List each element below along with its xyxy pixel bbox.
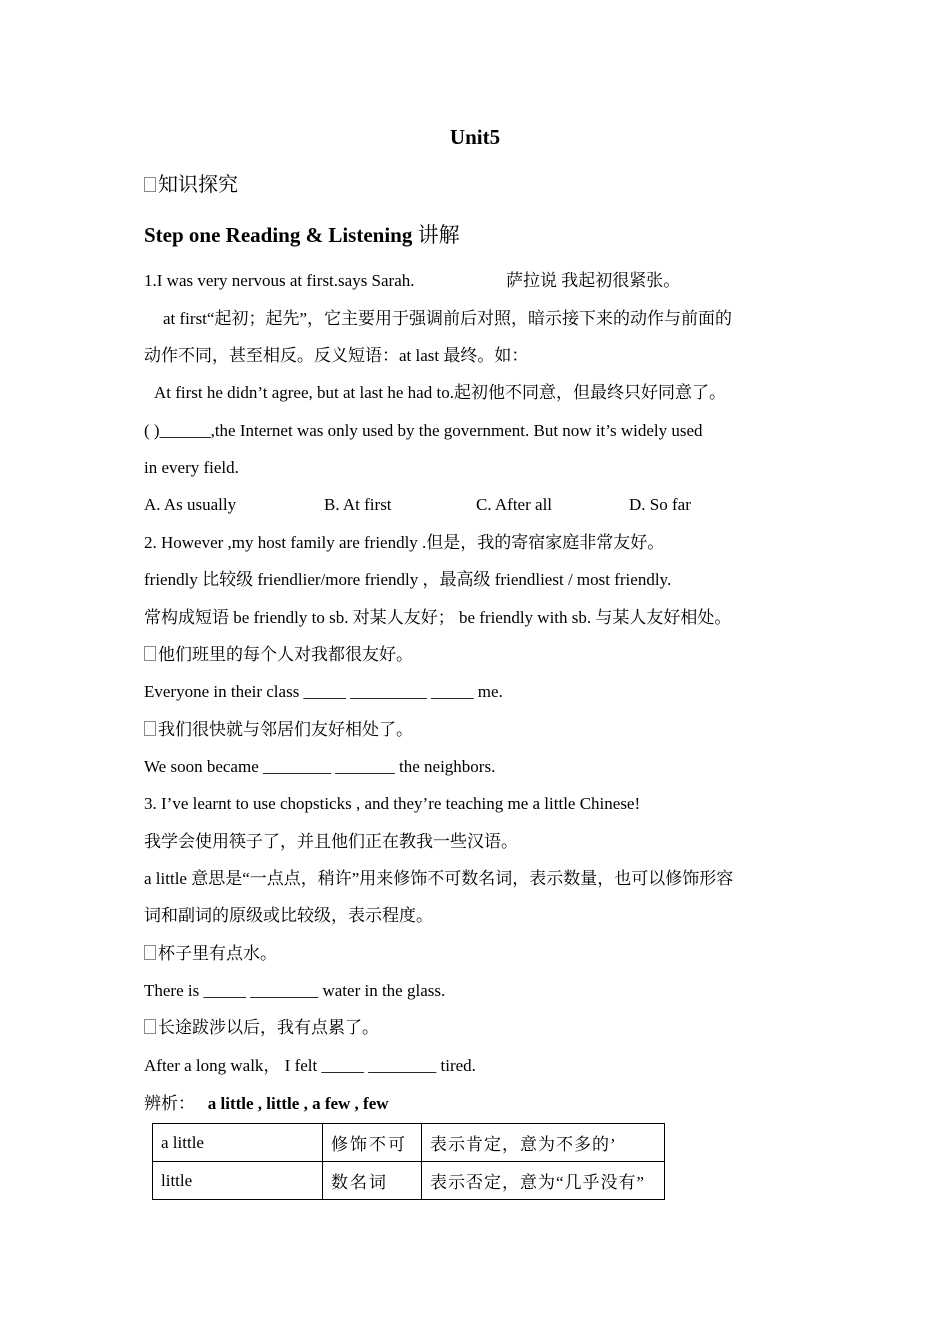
- step-heading: [144, 221, 460, 249]
- comparison-table: [152, 1123, 665, 1200]
- table-row: [153, 1162, 665, 1200]
- table-cell-meaning: 表示否定，意为“几乎没有”: [422, 1162, 665, 1200]
- point-3-translation: 我学会使用筷子了，并且他们正在教我一些汉语。: [144, 832, 518, 851]
- phrase-note: 常构成短语 be friendly to sb. 对某人友好； be friendly with sb. 与某人友好相处。: [144, 608, 732, 627]
- exercise-prompt-text: 我们很快就与邻居们友好相处了。: [158, 720, 413, 739]
- option-b: B. At first: [324, 495, 392, 514]
- point-3-sentence: 3. I’ve learnt to use chopsticks , and they’re teaching me a little Chinese!: [144, 794, 641, 813]
- distinction-terms: a little , little , a few , few: [207, 1094, 389, 1113]
- exercise-question: ( )______,the Internet was only used by the government. But now it’s widely used: [144, 421, 703, 440]
- fill-blank: After a long walk， I felt _____ ________ tired.: [144, 1056, 476, 1075]
- exercise-prompt-text: 杯子里有点水。: [158, 944, 277, 963]
- point-1-translation: 萨拉说 我起初很紧张。: [506, 271, 681, 290]
- table-cell-term: little: [153, 1162, 323, 1200]
- fill-blank: We soon became ________ _______ the neighbors.: [144, 757, 496, 776]
- point-1-sentence: 1.I was very nervous at first.says Sarah.: [144, 271, 415, 290]
- table-cell-meaning: 表示肯定，意为不多的’: [422, 1124, 665, 1162]
- missing-glyph-icon: [144, 177, 156, 192]
- missing-glyph-icon: [144, 1019, 156, 1034]
- table-cell-usage: [323, 1124, 422, 1162]
- example-sentence: At first he didn’t agree, but at last he had to.起初他不同意，但最终只好同意了。: [154, 383, 726, 402]
- usage-text: 数名词: [331, 1173, 388, 1192]
- option-a: A. As usually: [144, 495, 237, 514]
- section-heading: [144, 172, 238, 198]
- exercise-prompt-text: 长途跋涉以后，我有点累了。: [158, 1018, 379, 1037]
- explanation-line: a little 意思是“一点点，稍许”用来修饰不可数名词，表示数量，也可以修饰形容: [144, 869, 734, 888]
- exercise-prompt: [144, 1016, 379, 1040]
- step-heading-zh: 讲解: [417, 223, 460, 247]
- table-cell-usage: [323, 1162, 422, 1200]
- table-cell-term: a little: [153, 1124, 323, 1162]
- comparison-forms: friendly 比较级 friendlier/more friendly ，最高级 friendliest / most friendly.: [144, 570, 672, 589]
- option-d: D. So far: [629, 495, 691, 514]
- distinction-heading: [144, 1092, 389, 1116]
- usage-text: 修饰不可: [331, 1135, 407, 1154]
- option-c: C. After all: [476, 495, 553, 514]
- table-row: [153, 1124, 665, 1162]
- explanation-line: 动作不同，甚至相反。反义短语：at last 最终。如：: [144, 346, 529, 365]
- exercise-prompt: [144, 942, 277, 966]
- exercise-prompt-text: 他们班里的每个人对我都很友好。: [158, 645, 413, 664]
- explanation-line: 词和副词的原级或比较级，表示程度。: [144, 906, 433, 925]
- exercise-question-cont: in every field.: [144, 458, 239, 477]
- distinction-label: 辨析：: [144, 1094, 195, 1113]
- exercise-prompt: [144, 718, 413, 742]
- point-2-sentence: 2. However ,my host family are friendly .但是，我的寄宿家庭非常友好。: [144, 533, 665, 552]
- section-heading-text: 知识探究: [158, 174, 238, 196]
- missing-glyph-icon: [144, 945, 156, 960]
- fill-blank: There is _____ ________ water in the glass.: [144, 981, 446, 1000]
- fill-blank: Everyone in their class _____ _________ _____ me.: [144, 682, 503, 701]
- exercise-prompt: [144, 643, 413, 667]
- explanation-line: at first“起初；起先”，它主要用于强调前后对照，暗示接下来的动作与前面的: [163, 309, 732, 328]
- missing-glyph-icon: [144, 646, 156, 661]
- document-title: Unit5: [449, 125, 501, 149]
- missing-glyph-icon: [144, 721, 156, 736]
- step-heading-en: Step one Reading & Listening: [144, 223, 413, 247]
